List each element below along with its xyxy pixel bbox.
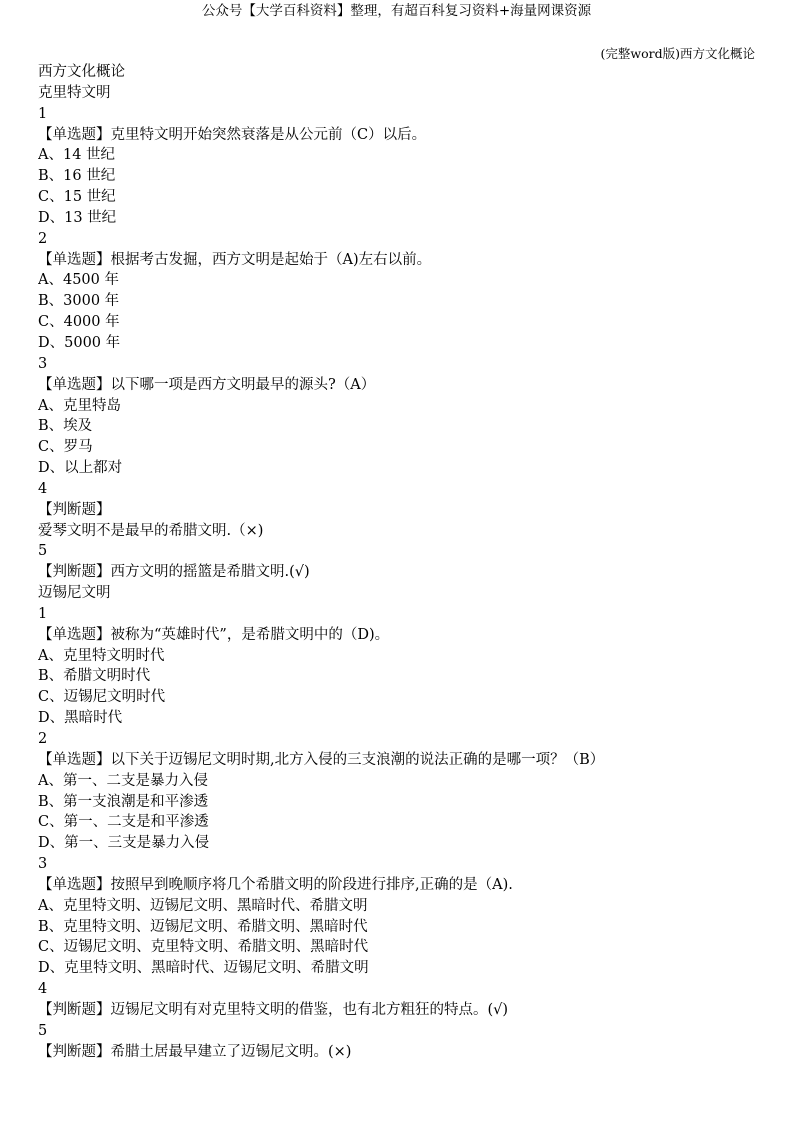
question-number: 4 [38, 981, 48, 998]
answer-option: B、克里特文明、迈锡尼文明、希腊文明、黑暗时代 [38, 918, 368, 935]
answer-option: A、第一、二支是暴力入侵 [38, 772, 208, 789]
question-text: 【单选题】根据考古发掘，西方文明是起始于（A)左右以前。 [38, 251, 432, 268]
answer-option: A、克里特岛 [38, 397, 121, 414]
section-heading: 克里特文明 [38, 84, 111, 101]
answer-option: C、迈锡尼文明时代 [38, 689, 166, 706]
question-text: 【单选题】被称为“英雄时代”，是希腊文明中的（D)。 [38, 626, 390, 643]
question-type: 【判断题】 [38, 501, 111, 518]
answer-option: D、黑暗时代 [38, 710, 123, 727]
question-number: 2 [38, 731, 48, 747]
answer-option: A、14 世纪 [38, 147, 116, 164]
question-text: 【单选题】按照早到晚顺序将几个希腊文明的阶段进行排序,正确的是（A). [38, 876, 513, 893]
answer-option: A、4500 年 [38, 272, 119, 289]
answer-option: B、3000 年 [38, 293, 120, 310]
question-text: 【单选题】以下关于迈锡尼文明时期,北方入侵的三支浪潮的说法正确的是哪一项？（B） [38, 751, 605, 768]
answer-option: D、以上都对 [38, 460, 123, 477]
question-number: 1 [38, 105, 48, 122]
question-number: 4 [38, 480, 48, 497]
answer-option: C、15 世纪 [38, 189, 116, 206]
answer-option: C、4000 年 [38, 314, 120, 331]
question-number: 1 [38, 605, 48, 622]
question-number: 3 [38, 856, 48, 873]
answer-option: D、5000 年 [38, 334, 121, 351]
section-heading: 迈锡尼文明 [38, 585, 111, 602]
answer-option: D、第一、三支是暴力入侵 [38, 835, 210, 852]
answer-option: C、罗马 [38, 439, 93, 456]
answer-option: D、13 世纪 [38, 209, 117, 226]
answer-option: A、克里特文明、迈锡尼文明、黑暗时代、希腊文明 [38, 897, 368, 914]
question-number: 3 [38, 355, 48, 372]
answer-option: B、埃及 [38, 418, 93, 435]
question-text: 【判断题】西方文明的摇篮是希腊文明.(√) [38, 564, 310, 581]
question-number: 2 [38, 230, 48, 247]
question-text: 爱琴文明不是最早的希腊文明.（×) [38, 522, 264, 539]
answer-option: C、第一、二支是和平渗透 [38, 814, 209, 831]
answer-option: D、克里特文明、黑暗时代、迈锡尼文明、希腊文明 [38, 960, 369, 977]
answer-option: C、迈锡尼文明、克里特文明、希腊文明、黑暗时代 [38, 939, 369, 956]
answer-option: B、希腊文明时代 [38, 668, 151, 685]
document-body [38, 62, 758, 1063]
question-text: 【单选题】克里特文明开始突然衰落是从公元前（C）以后。 [38, 126, 427, 143]
question-number: 5 [38, 543, 48, 560]
question-text: 【判断题】希腊土居最早建立了迈锡尼文明。(×) [38, 1043, 352, 1060]
question-text: 【判断题】迈锡尼文明有对克里特文明的借鉴，也有北方粗狂的特点。(√) [38, 1001, 509, 1018]
header-banner: 公众号【大学百科资料】整理，有超百科复习资料+海量网课资源 [201, 3, 592, 19]
answer-option: B、16 世纪 [38, 168, 116, 185]
document-tag: (完整word版)西方文化概论 [600, 46, 755, 61]
question-number: 5 [38, 1022, 48, 1039]
answer-option: A、克里特文明时代 [38, 647, 165, 664]
answer-option: B、第一支浪潮是和平渗透 [38, 793, 209, 810]
question-text: 【单选题】以下哪一项是西方文明最早的源头?（A） [38, 376, 376, 393]
document-title: 西方文化概论 [38, 64, 125, 80]
